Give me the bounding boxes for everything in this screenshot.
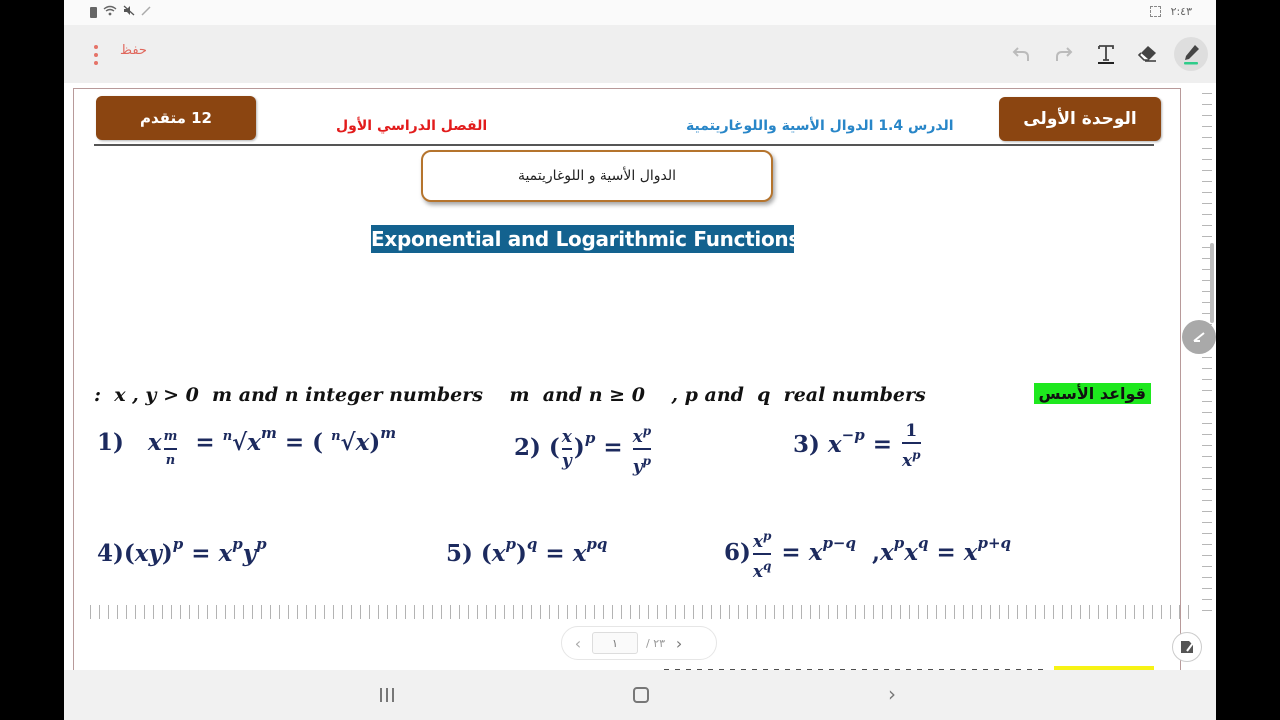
eraser-button[interactable] <box>1132 38 1164 70</box>
annotation-toolbar <box>64 25 1216 83</box>
fast-scroll-handle[interactable] <box>1182 320 1216 354</box>
arabic-title-box: الدوال الأسية و اللوغاريتمية <box>421 150 773 202</box>
home-button[interactable] <box>633 687 649 703</box>
rules-label: قواعد الأسس <box>1034 383 1151 404</box>
rule-4: $4)(xy)^p = x^py^p$ <box>97 535 267 567</box>
next-page-button[interactable]: › <box>675 633 683 653</box>
more-options-button[interactable] <box>92 45 100 65</box>
rule-1: 1) x $\frac{m}{n}$ = $^n√x^m$ = ( $^n$√x)$^m$ <box>97 424 397 468</box>
wifi-icon <box>103 5 117 20</box>
pen-note-icon <box>1179 639 1195 655</box>
semester-label: الفصل الدراسي الأول <box>336 118 488 134</box>
recents-button[interactable] <box>380 688 394 702</box>
redo-button[interactable] <box>1047 38 1079 70</box>
scrollbar-thumb[interactable] <box>1210 243 1214 323</box>
battery-icon <box>90 7 97 18</box>
fullscreen-icon <box>1150 6 1161 17</box>
header-divider <box>94 144 1154 146</box>
grade-badge: 12 متقدم <box>96 96 256 140</box>
pen-tool-icon <box>1181 43 1201 65</box>
annotate-button[interactable] <box>1172 632 1202 662</box>
page-navigator <box>561 626 717 660</box>
undo-icon <box>1012 45 1032 63</box>
horizontal-ruler <box>90 605 1190 619</box>
clock: ٢:٤٣ <box>1170 5 1192 18</box>
mute-icon <box>123 5 135 20</box>
rule-6: 6) $\frac{x^p}{x^q}$ = $x^{p-q}$ $,x^px^q = x^{p+q}$ <box>724 529 1012 582</box>
rule-2: 2) ( $\frac{x}{y}$ )$^p$ = $\frac{x^p}{y^p}$ <box>514 424 652 477</box>
system-nav-bar <box>64 670 1216 720</box>
screen <box>64 0 1216 720</box>
pen-icon <box>141 6 151 20</box>
scroll-handle-icon <box>1192 331 1206 343</box>
rule-5: 5) $(x^p)^q = x^{pq}$ <box>446 535 608 567</box>
save-button[interactable]: حفظ <box>120 43 147 58</box>
text-tool-icon <box>1096 43 1116 65</box>
exponent-rules-header <box>94 381 1154 409</box>
undo-button[interactable] <box>1006 38 1038 70</box>
prev-page-button[interactable]: ‹ <box>574 633 582 653</box>
rules-conditions: : x , y > 0 m and n integer numbers m and n ≥ 0 , p and q real numbers <box>94 384 926 406</box>
unit-badge: الوحدة الأولى <box>999 97 1161 141</box>
text-tool-button[interactable] <box>1090 38 1122 70</box>
pen-tool-button[interactable] <box>1174 37 1208 71</box>
status-bar <box>64 0 1216 25</box>
back-button[interactable]: › <box>888 682 896 706</box>
page-number-input[interactable] <box>592 632 638 654</box>
page-total: / ٢٣ <box>646 636 666 650</box>
english-title: Exponential and Logarithmic Functions <box>371 227 800 251</box>
eraser-icon <box>1137 44 1159 64</box>
redo-icon <box>1053 45 1073 63</box>
rule-3: 3) $x^{-p}$ = $\frac{1}{x^p}$ <box>793 421 921 471</box>
document-viewport[interactable] <box>64 83 1216 670</box>
document-page <box>73 88 1181 688</box>
lesson-label: الدرس 1.4 الدوال الأسية واللوغاريتمية <box>686 118 954 134</box>
